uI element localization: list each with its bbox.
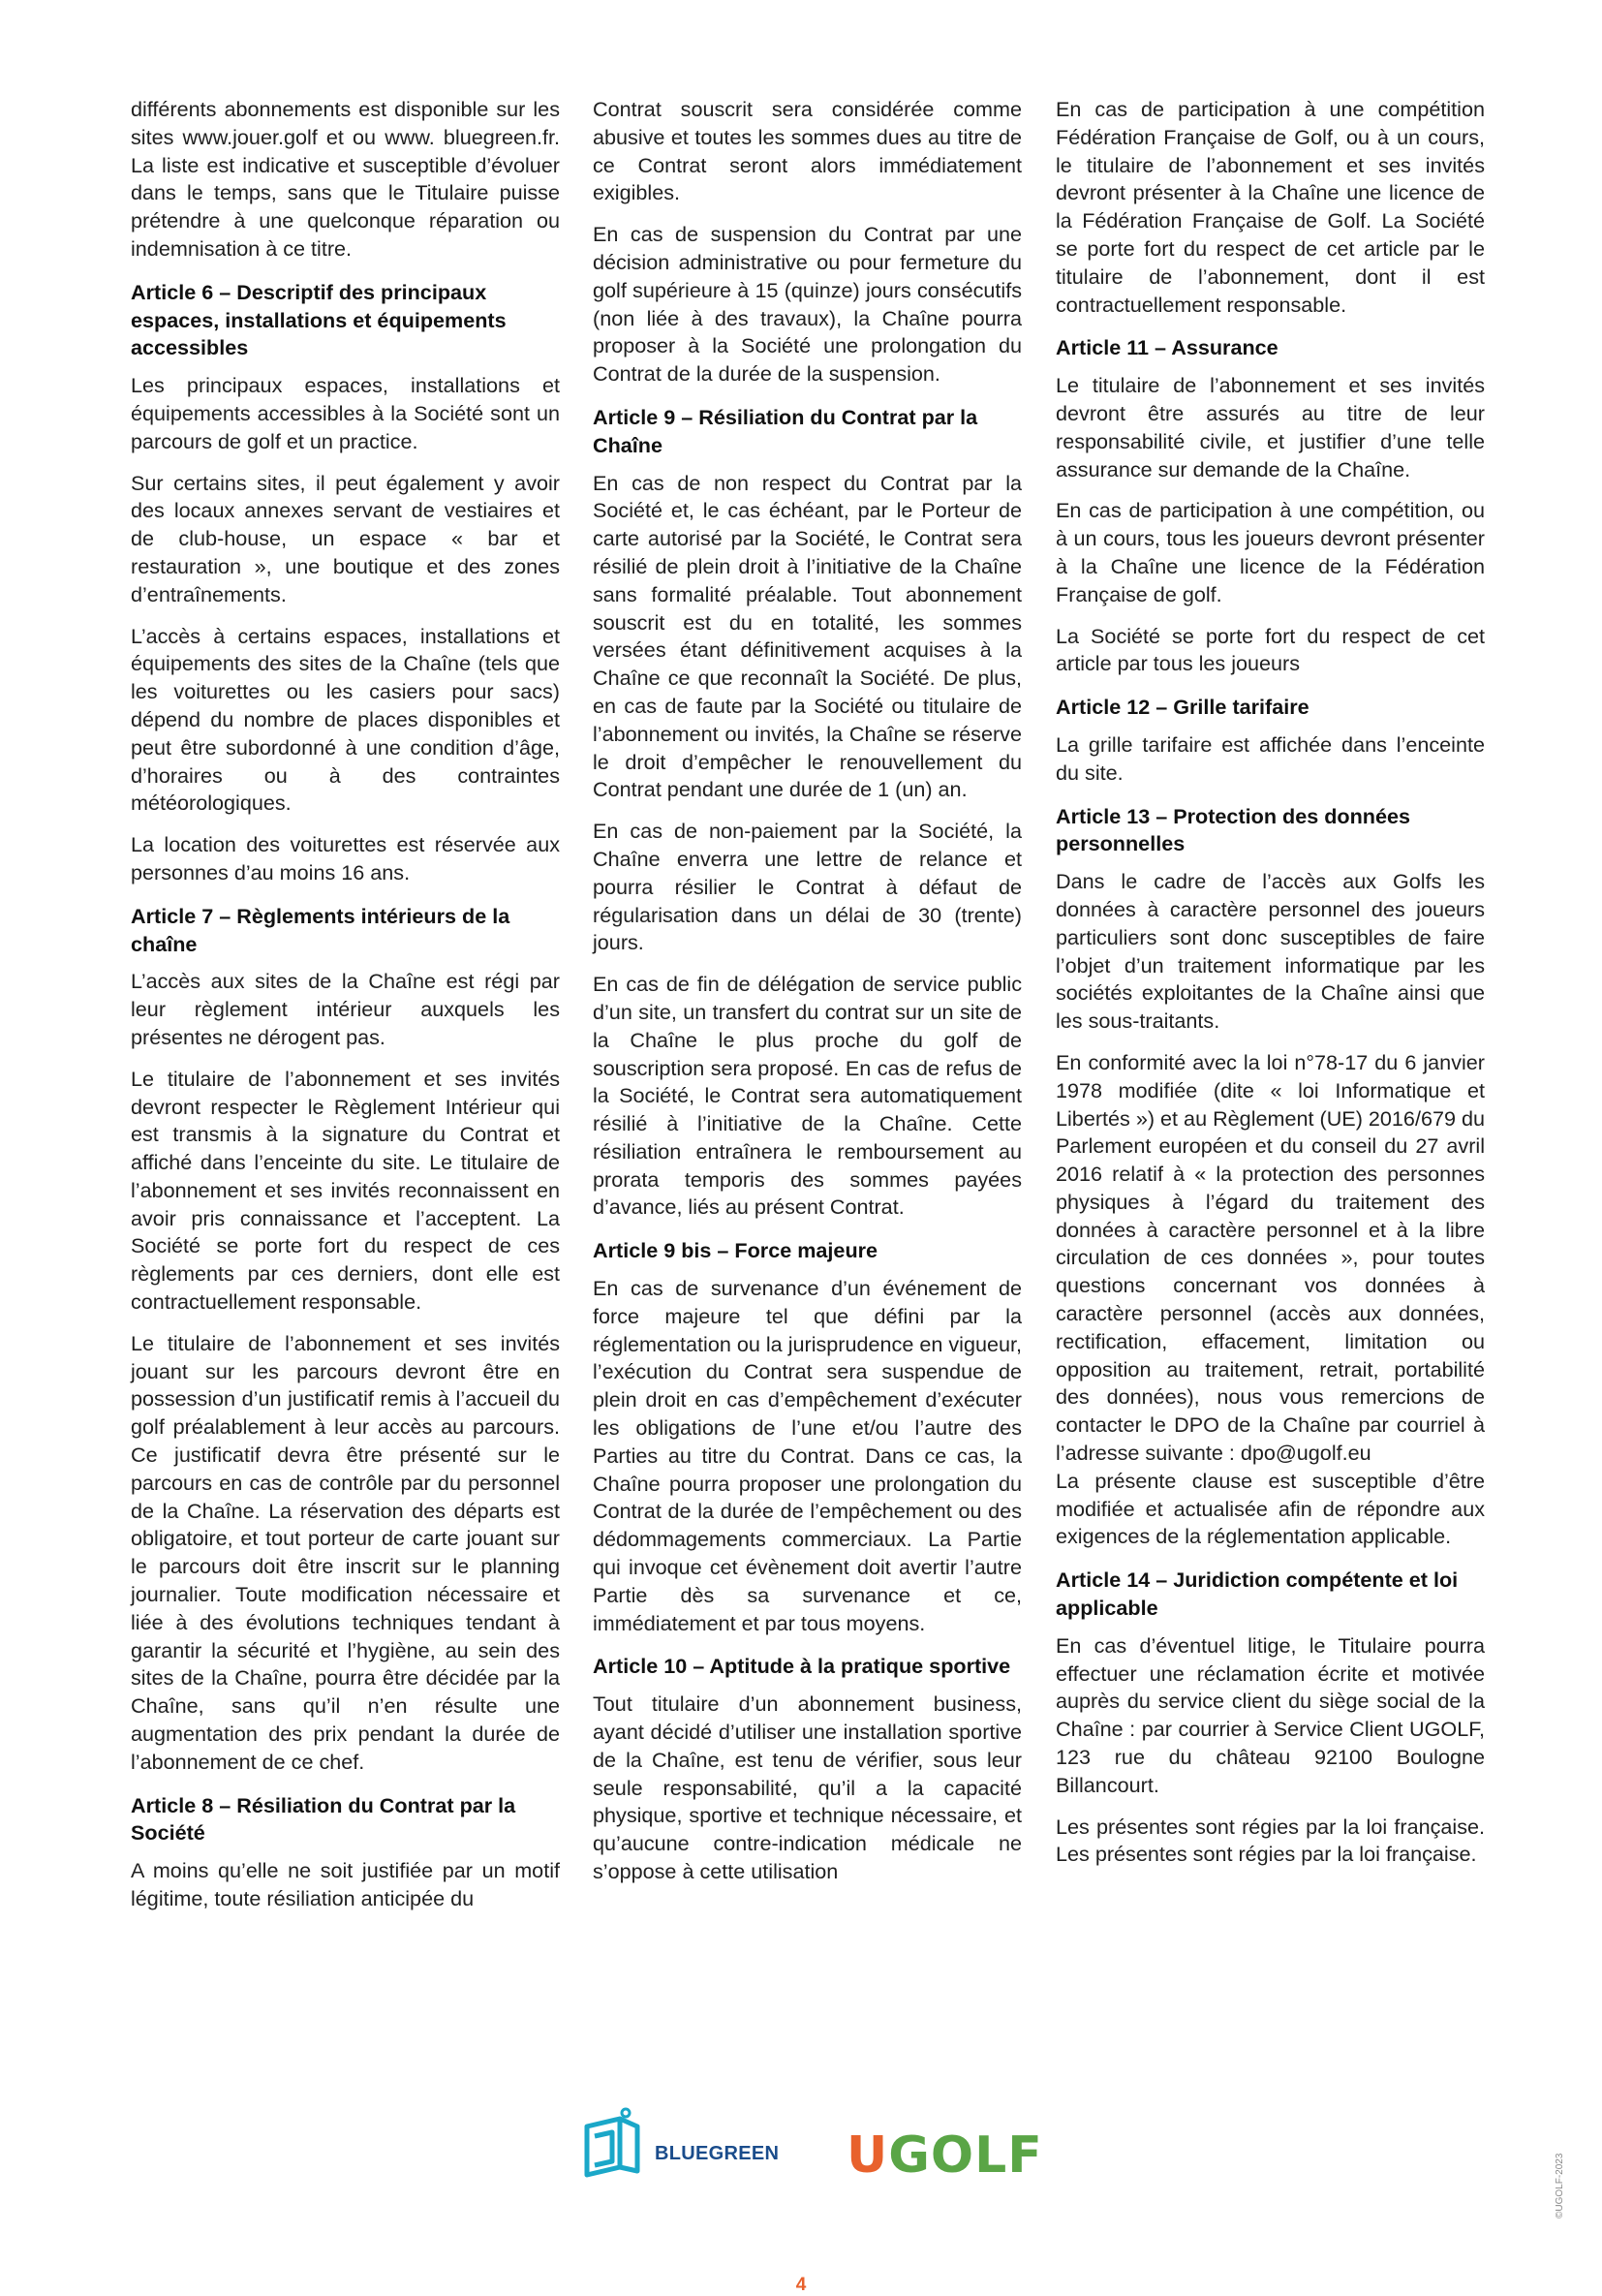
article-9bis-heading: Article 9 bis – Force majeure <box>593 1238 878 1263</box>
paragraph: Les principaux espaces, installations et équipements accessibles à la Société sont un parcours de golf et un practice. <box>131 373 560 453</box>
paragraph: La location des voiturettes est réservée aux personnes d’au moins 16 ans. <box>131 832 560 884</box>
paragraph: En cas de survenance d’un événement de force majeure tel que défini par la réglementation ou la jurisprudence en vigueur, l’exécution du Contrat sera suspendue de plein droit en cas d’empêchement d’exécuter les obligations de l’une et/ou l’autre des Parties au titre du Contrat. Dans ce cas, la Chaîne pourra proposer une prolongation du Contrat de la durée de l’empêchement ou des dédommagements commerciaux. La Partie qui invoque cet évènement doit avertir l’autre Partie dès sa survenance et ce, immédiatement et par tous moyens. <box>593 1276 1022 1635</box>
column-middle <box>593 96 1022 1900</box>
ugolf-logo-golf: GOLF <box>888 2126 1043 2185</box>
paragraph: Le titulaire de l’abonnement et ses invités jouant sur les parcours devront être en possession d’un justificatif remis à l’accueil du golf préalablement à leur accès au parcours. Ce justificatif devra être présenté sur le parcours en cas de contrôle par du personnel de la Chaîne. La réservation des départs est obligatoire, et tout porteur de carte jouant sur le parcours doit être inscrit sur le planning journalier. Toute modification nécessaire et liée à des évolutions techniques tendant à garantir la sécurité et l’hygiène, au sein des sites de la Chaîne, pourra être décidée par la Chaîne, sans qu’il n’en résulte une augmentation des prix pendant la durée de l’abonnement de ce chef. <box>131 1330 560 1774</box>
paragraph: différents abonnements est disponible sur les sites www.jouer.golf et ou www. bluegreen.fr. La liste est indicative et susceptible d’évoluer dans le temps, sans que le Titulaire puisse prétendre à une quelconque réparation ou indemnisation à ce titre. <box>131 97 560 261</box>
column-left <box>131 96 560 1927</box>
paragraph: A moins qu’elle ne soit justifiée par un motif légitime, toute résiliation anticipée du <box>131 1858 560 1911</box>
paragraph: En conformité avec la loi n°78-17 du 6 janvier 1978 modifiée (dite « loi Informatique et Libertés ») et au Règlement (UE) 2016/679 du Parlement européen et du conseil du 27 avril 2016 relatif à « la protection des personnes physiques à l’égard du traitement des données à caractère personnel et à la libre circulation de ces données », pour toutes questions concernant vos données à caractère personnel (accès aux données, rectification, effacement, limitation ou opposition au traitement, retrait, portabilité des données), nous vous remercions de contacter le DPO de la Chaîne par courriel à l’adresse suivante : dpo@ugolf.eu <box>1056 1049 1485 1466</box>
paragraph: En cas de suspension du Contrat par une décision administrative ou pour fermeture du golf supérieure à 15 (quinze) jours consécutifs (non liée à des travaux), la Chaîne pourra proposer à la Société une prolongation du Contrat de la durée de la suspension. <box>593 222 1022 387</box>
bluegreen-logo <box>581 2107 789 2185</box>
copyright-notice: ©UGOLF-2023 <box>1555 2153 1565 2218</box>
article-13-heading: Article 13 – Protection des données personnelles <box>1056 803 1411 856</box>
paragraph: Contrat souscrit sera considérée comme abusive et toutes les sommes dues au titre de ce Contrat seront alors immédiatement exigibles. <box>593 97 1022 205</box>
paragraph: En cas de participation à une compétition, ou à un cours, tous les joueurs devront présenter à la Chaîne une licence de la Fédération Française de golf. <box>1056 498 1485 606</box>
article-12-heading: Article 12 – Grille tarifaire <box>1056 695 1309 720</box>
paragraph: La Société se porte fort du respect de cet article par tous les joueurs <box>1056 623 1485 676</box>
article-7-heading: Article 7 – Règlements intérieurs de la chaîne <box>131 903 510 956</box>
page-number: 4 <box>795 2275 807 2295</box>
paragraph: Le titulaire de l’abonnement et ses invités devront être assurés au titre de leur responsabilité civile, et justifier d’une telle assurance sur demande de la Chaîne. <box>1056 373 1485 481</box>
paragraph: L’accès aux sites de la Chaîne est régi par leur règlement intérieur auxquels les présentes ne dérogent pas. <box>131 969 560 1049</box>
paragraph: La grille tarifaire est affichée dans l’enceinte du site. <box>1056 731 1485 785</box>
article-10-heading: Article 10 – Aptitude à la pratique sportive <box>593 1654 1011 1679</box>
paragraph: En cas de fin de délégation de service public d’un site, un transfert du contrat sur un site de la Chaîne le plus proche du golf de souscription sera proposé. En cas de refus de la Société, le Contrat sera automatiquement résilié à l’initiative de la Chaîne. Cette résiliation entraînera le remboursement au prorata temporis des sommes payées d’avance, liés au présent Contrat. <box>593 972 1022 1220</box>
article-11-heading: Article 11 – Assurance <box>1056 335 1279 360</box>
paragraph: Dans le cadre de l’accès aux Golfs les données à caractère personnel des joueurs particuliers sont donc susceptibles de faire l’objet d’un traitement informatique par les sociétés exploitantes de la Chaîne ainsi que les sous-traitants. <box>1056 869 1485 1034</box>
paragraph: Sur certains sites, il peut également y avoir des locaux annexes servant de vestiaires et de club-house, un espace « bar et restauration », une boutique et des zones d’entraînements. <box>131 470 560 606</box>
article-8-heading: Article 8 – Résiliation du Contrat par la Société <box>131 1792 516 1846</box>
paragraph: La présente clause est susceptible d’être modifiée et actualisée afin de répondre aux exigences de la réglementation applicable. <box>1056 1468 1485 1549</box>
bluegreen-label: BLUEGREEN <box>655 2143 780 2164</box>
footer-logos <box>0 2107 1602 2194</box>
ugolf-logo-u: U <box>847 2126 889 2185</box>
paragraph: En cas de participation à une compétition Fédération Française de Golf, ou à un cours, le titulaire de l’abonnement et ses invités devront présenter à la Chaîne une licence de la Fédération Française de Golf. La Société se porte fort du respect de cet article par le titulaire de l’abonnement, dont il est contractuellement responsable. <box>1056 97 1485 317</box>
column-right <box>1056 96 1485 1882</box>
paragraph: En cas de non-paiement par la Société, la Chaîne enverra une lettre de relance et pourra résilier le Contrat à défaut de régularisation dans un délai de 30 (trente) jours. <box>593 819 1022 955</box>
paragraph: Les présentes sont régies par la loi française. Les présentes sont régies par la loi française. <box>1056 1814 1485 1867</box>
paragraph: Le titulaire de l’abonnement et ses invités devront respecter le Règlement Intérieur qui est transmis à la signature du Contrat et affiché dans l’enceinte du site. Le titulaire de l’abonnement et ses invités reconnaissent en avoir pris connaissance et l’acceptent. La Société se porte fort du respect de ces règlements par ces derniers, dont elle est contractuellement responsable. <box>131 1066 560 1315</box>
article-14-heading: Article 14 – Juridiction compétente et loi applicable <box>1056 1567 1459 1621</box>
paragraph: Tout titulaire d’un abonnement business, ayant décidé d’utiliser une installation sportive de la Chaîne, est tenu de vérifier, sous leur seule responsabilité, qu’il a la capacité physique, sportive et technique nécessaire, et qu’aucune contre-indication médicale ne s’oppose à cette utilisation <box>593 1691 1022 1884</box>
article-6-heading: Article 6 – Descriptif des principaux espaces, installations et équipements accessibles <box>131 279 507 360</box>
paragraph: En cas de non respect du Contrat par la Société et, le cas échéant, par le Porteur de carte autorisé par la Société, le Contrat sera résilié de plein droit à l’initiative de la Chaîne sans formalité préalable. Tout abonnement souscrit est du en totalité, les sommes versées étant définitivement acquises à la Chaîne ce que reconnaît la Société. De plus, en cas de faute par la Société ou titulaire de l’abonnement ou invités, la Chaîne se réserve le droit d’empêcher le renouvellement du Contrat pendant une durée de 1 (un) an. <box>593 470 1022 802</box>
paragraph: En cas d’éventuel litige, le Titulaire pourra effectuer une réclamation écrite et motivée auprès du service client du siège social de la Chaîne : par courrier à Service Client UGOLF, 123 rue du château 92100 Boulogne Billancourt. <box>1056 1632 1485 1797</box>
bluegreen-emblem-icon <box>581 2107 645 2185</box>
ugolf-logo <box>847 2126 1043 2185</box>
article-9-heading: Article 9 – Résiliation du Contrat par la Chaîne <box>593 404 978 457</box>
paragraph: L’accès à certains espaces, installations et équipements des sites de la Chaîne (tels que les voiturettes ou les casiers pour sacs) dépend du nombre de places disponibles et peut être subordonné à une condition d’âge, d’horaires ou à des contraintes météorologiques. <box>131 623 560 816</box>
